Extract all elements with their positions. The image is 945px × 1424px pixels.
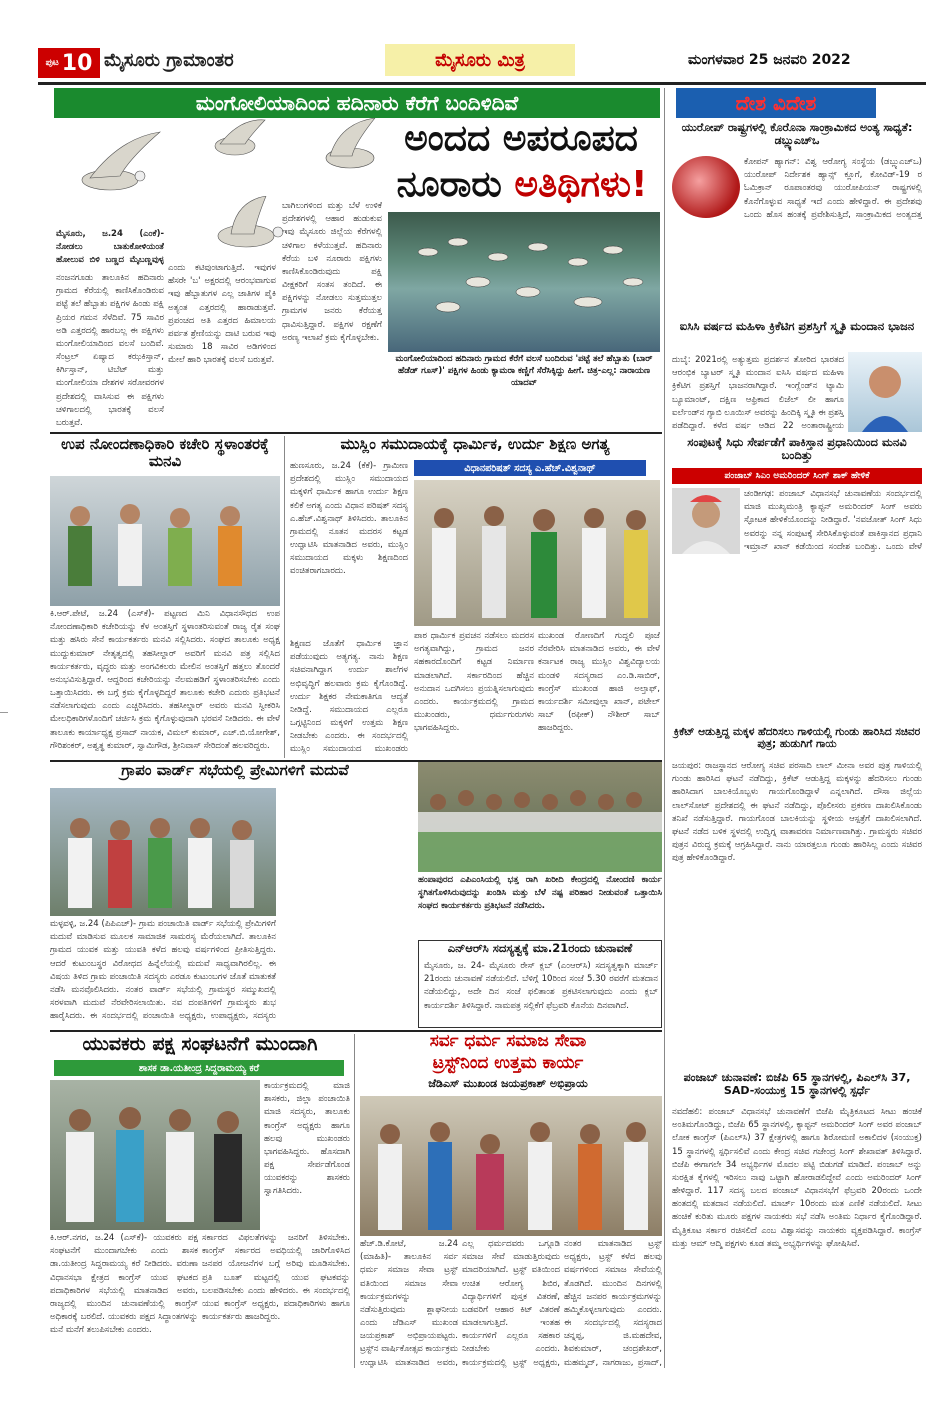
section-title: ಮೈಸೂರು ಗ್ರಾಮಾಂತರ [104, 50, 234, 71]
grampam-body: ಮಳ್ಳವಳ್ಳಿ, ಜ.24 (ಪಿಪಿಎಚ್)- ಗ್ರಾಮ ಪಂಚಾಯಿತಿ ವಾರ್ಡ್ ಸಭೆಯಲ್ಲಿ ಪ್ರೇಮಿಗಳಿಗೆ ಮದುವೆ ಮಾಡಿಸುವ ಮೂಲಕ ಸಾಮಾಜಿಕ ಸಾಮರಸ್ಯ ಮೆರೆಯಲಾಗಿದೆ. ತಾಲೂಕಿನ ಗ್ರಾಮದ ಯುವಕ ಮತ್ತು ಯುವತಿ ಕಳೆದ ಹಲವು ವರ್ಷಗಳಿಂದ ಪ್ರೀತಿಸುತ್ತಿದ್ದರು. ಆದರೆ ಕುಟುಂಬಸ್ಥರ ವಿರೋಧದ ಹಿನ್ನೆಲೆಯಲ್ಲಿ ಮದುವೆ ಸಾಧ್ಯವಾಗಿರಲಿಲ್ಲ. ಈ ವಿಷಯ ತಿಳಿದ ಗ್ರಾಮ ಪಂಚಾಯಿತಿ ಸದಸ್ಯರು ಎರಡೂ ಕುಟುಂಬಗಳ ಜೊತೆ ಮಾತುಕತೆ ನಡೆಸಿ ಮನವೊಲಿಸಿದರು. ನಂತರ ವಾರ್ಡ್ ಸಭೆಯಲ್ಲಿ ಗ್ರಾಮಸ್ಥರ ಸಮ್ಮುಖದಲ್ಲಿ ಸರಳವಾಗಿ ಮದುವೆ ನೆರವೇರಿಸಲಾಯಿತು. ನವ ದಂಪತಿಗಳಿಗೆ ಗ್ರಾಮಸ್ಥರು ಶುಭ ಹಾರೈಸಿದರು. ಈ ಸಂದರ್ಭದಲ್ಲಿ ಪಂಚಾಯಿತಿ ಅಧ್ಯಕ್ಷರು, ಉಪಾಧ್ಯಕ್ಷರು, ಸದಸ್ಯರು [50, 919, 276, 1022]
muslim-body-4: ಮುಖಂಡ ರೋಣದಿಗೆ ಗುದ್ದಲಿ ಪೂಜೆ ನೆರವೇರಿಸಿ ಮಾತನಾಡಿದ ಅವರು, ಈ ವೇಳೆ ಕರ್ನಾಟಕ ರಾಜ್ಯ ಮುಸ್ಲಿಂ ವಿಶ್ವವಿದ್ಯಾಲಯ ಮಂಡಳಿ ಸದಸ್ಯರಾದ ಎಂ.ಡಿ.ಸಾಬಿರ್, ಕಾಂಗ್ರೆಸ್ ಮುಖಂಡ ಹಾಜಿ ಅಲ್ತಾಫ್, ಕಾರ್ಯದರ್ಶಿ ಸಮೀವುಲ್ಲಾ ಖಾನ್, ಪಟೇಲ್ ಸಾಬ್ (ರಫೀಕ್) ನೌಶೀರ್ ಸಾಬ್ ಹಾಜರಿದ್ದರು. [538, 631, 660, 734]
desha-story2-headline: ಐಸಿಸಿ ವರ್ಷದ ಮಹಿಳಾ ಕ್ರಿಕೆಟಿಗ ಪ್ರಶಸ್ತಿಗೆ ಸ್ಮೃತಿ ಮಂದಾನ ಭಾಜನ [679, 319, 915, 333]
page-label: ಪುಟ [45, 58, 59, 68]
muslim-body-3: ಪಾಠ ಧಾರ್ಮಿಕ ಪ್ರವಚನ ನಡೆಸಲು ಮದರಸ ಅಗತ್ಯವಾಗಿದ್ದು, ಗ್ರಾಮದ ಜನರ ಸಹಕಾರದೊಂದಿಗೆ ಕಟ್ಟಡ ನಿರ್ಮಾಣ ಮಾಡಲಾಗಿದೆ. ಸರ್ಕಾರದಿಂದ ಹೆಚ್ಚಿನ ಅನುದಾನ ಒದಗಿಸಲು ಪ್ರಯತ್ನಿಸಲಾಗುವುದು ಎಂದರು. ಕಾರ್ಯಕ್ರಮದಲ್ಲಿ ಗ್ರಾಮದ ಮುಖಂಡರು, ಧರ್ಮಗುರುಗಳು ಭಾಗವಹಿಸಿದ್ದರು. [414, 631, 534, 734]
desha-story1-headline: ಯುರೋಪ್ ರಾಷ್ಟ್ರಗಳಲ್ಲಿ ಕೊರೊನಾ ಸಾಂಕ್ರಾಮಿಕದ ಅಂತ್ಯ ಸಾಧ್ಯತೆ: ಡಬ್ಲ್ಯುಎಚ್‌ಒ [681, 121, 913, 147]
desha-story5-body: ನವದೆಹಲಿ: ಪಂಜಾಬ್ ವಿಧಾನಸಭೆ ಚುನಾವಣೆಗೆ ಬಿಜೆಪಿ ಮೈತ್ರಿಕೂಟದ ಸೀಟು ಹಂಚಿಕೆ ಅಂತಿಮಗೊಂಡಿದ್ದು, ಬಿಜೆಪಿ 65 ಸ್ಥಾನಗಳಲ್ಲಿ, ಕ್ಯಾಪ್ಟನ್ ಅಮರಿಂದರ್ ಸಿಂಗ್ ಅವರ ಪಂಜಾಬ್ ಲೋಕ ಕಾಂಗ್ರೆಸ್ (ಪಿಎಲ್‌ಸಿ) 37 ಕ್ಷೇತ್ರಗಳಲ್ಲಿ ಹಾಗೂ ಶಿರೋಮಣಿ ಅಕಾಲಿದಳ (ಸಂಯುಕ್ತ) 15 ಸ್ಥಾನಗಳಲ್ಲಿ ಸ್ಪರ್ಧಿಸಲಿವೆ ಎಂದು ಕೇಂದ್ರ ಸಚಿವ ಗಜೇಂದ್ರ ಸಿಂಗ್ ಶೇಖಾವತ್ ತಿಳಿಸಿದ್ದಾರೆ. ಬಿಜೆಪಿ ಈಗಾಗಲೇ 34 ಅಭ್ಯರ್ಥಿಗಳ ಮೊದಲ ಪಟ್ಟಿ ಬಿಡುಗಡೆ ಮಾಡಿದೆ. ಪಂಜಾಬ್ ಅನ್ನು ಸುರಕ್ಷಿತ ಕೈಗಳಲ್ಲಿ ಇರಿಸಲು ನಾವು ಒಟ್ಟಾಗಿ ಹೋರಾಡಲಿದ್ದೇವೆ ಎಂದು ಅಮರಿಂದರ್ ಸಿಂಗ್ ಹೇಳಿದ್ದಾರೆ. 117 ಸದಸ್ಯ ಬಲದ ಪಂಜಾಬ್ ವಿಧಾನಸಭೆಗೆ ಫೆಬ್ರವರಿ 20ರಂದು ಒಂದೇ ಹಂತದಲ್ಲಿ ಮತದಾನ ನಡೆಯಲಿದೆ. ಮಾರ್ಚ್ 10ರಂದು ಮತ ಎಣಿಕೆ ನಡೆಯಲಿದೆ. ಸೀಟು ಹಂಚಿಕೆ ಕುರಿತು ಮೂರು ಪಕ್ಷಗಳ ನಾಯಕರು ಸಭೆ ನಡೆಸಿ ಅಂತಿಮ ನಿರ್ಧಾರ ಕೈಗೊಂಡಿದ್ದಾರೆ. ಮೈತ್ರಿಕೂಟ ಸರ್ಕಾರ ರಚಿಸಲಿದೆ ಎಂಬ ವಿಶ್ವಾಸವನ್ನು ನಾಯಕರು ವ್ಯಕ್ತಪಡಿಸಿದ್ದಾರೆ. ಕಾಂಗ್ರೆಸ್ ಮತ್ತು ಆಮ್ ಆದ್ಮಿ ಪಕ್ಷಗಳು ಕೂಡ ತಮ್ಮ ಅಭ್ಯರ್ಥಿಗಳನ್ನು ಘೋಷಿಸಿವೆ. [672, 1107, 922, 1249]
sarva-body-3: ನಂತರ ಮಾತನಾಡಿದ ಟ್ರಸ್ಟ್ ಅಧ್ಯಕ್ಷರು, ಟ್ರಸ್ಟ್ ಕಳೆದ ಹಲವು ವರ್ಷಗಳಿಂದ ಸಮಾಜ ಸೇವೆಯಲ್ಲಿ ತೊಡಗಿದೆ. ಮುಂದಿನ ದಿನಗಳಲ್ಲಿ ಹೆಚ್ಚಿನ ಜನಪರ ಕಾರ್ಯಕ್ರಮಗಳನ್ನು ಹಮ್ಮಿಕೊಳ್ಳಲಾಗುವುದು ಎಂದರು. ಈ ಸಂದರ್ಭದಲ್ಲಿ ಸದಸ್ಯರಾದ ಚನ್ನಪ್ಪ, ಜಿ.ಮಹದೇವ, ಶಿವಕುಮಾರ್, ಚಂದ್ರಶೇಖರ್, ಮಹಮ್ಮದ್, ನಾಗರಾಜು, ಪ್ರಸಾದ್, [564, 1239, 662, 1368]
grampam-headline: ಗ್ರಾಪಂ ವಾರ್ಡ್ ಸಭೆಯಲ್ಲಿ ಪ್ರೇಮಿಗಳಿಗೆ ಮದುವೆ [121, 761, 349, 779]
desha-story3-body-b [672, 554, 922, 722]
muslim-body-1: ಹುಣಸೂರು, ಜ.24 (ಕೆಕೆ)- ಗ್ರಾಮೀಣ ಪ್ರದೇಶದಲ್ಲಿ ಮುಸ್ಲಿಂ ಸಮುದಾಯದ ಮಕ್ಕಳಿಗೆ ಧಾರ್ಮಿಕ ಹಾಗೂ ಉರ್ದು ಶಿಕ್ಷಣ ಕಲಿಕೆ ಅಗತ್ಯ ಎಂದು ವಿಧಾನ ಪರಿಷತ್ ಸದಸ್ಯ ಎ.ಹೆಚ್.ವಿಶ್ವನಾಥ್ ತಿಳಿಸಿದರು. ತಾಲೂಕಿನ ಗ್ರಾಮದಲ್ಲಿ ನೂತನ ಮದರಸ ಕಟ್ಟಡ ಉದ್ಘಾಟಿಸಿ ಮಾತನಾಡಿದ ಅವರು, ಮುಸ್ಲಿಂ ಸಮುದಾಯದ ಮಕ್ಕಳು ಶಿಕ್ಷಣದಿಂದ ವಂಚಿತರಾಗಬಾರದು. [290, 461, 408, 577]
lead-body-3: ಬಾಗಿಲುಗಳಿಂದ ಮತ್ತು ಬೆಳೆ ಉಳಿಕೆ ಪ್ರದೇಶಗಳಲ್ಲಿ ಆಹಾರ ಹುಡುಕುವ ಇವು ಮೈಸೂರು ಜಿಲ್ಲೆಯ ಕೆರೆಗಳಲ್ಲಿ ಚಳಿಗಾಲ ಕಳೆಯುತ್ತವೆ. ಹದಿನಾರು ಕೆರೆಯ ಬಳಿ ನೂರಾರು ಪಕ್ಷಿಗಳು ಕಾಣಿಸಿಕೊಂಡಿರುವುದು ಪಕ್ಷಿ ವೀಕ್ಷಕರಿಗೆ ಸಂತಸ ತಂದಿದೆ. ಈ ಪಕ್ಷಿಗಳನ್ನು ನೋಡಲು ಸುತ್ತಮುತ್ತಲ ಗ್ರಾಮಗಳ ಜನರು ಕೆರೆಯತ್ತ ಧಾವಿಸುತ್ತಿದ್ದಾರೆ. ಪಕ್ಷಿಗಳ ರಕ್ಷಣೆಗೆ ಅರಣ್ಯ ಇಲಾಖೆ ಕ್ರಮ ಕೈಗೊಳ್ಳಬೇಕು. [282, 201, 382, 343]
desha-story3-body-a: ಚಂಡೀಗಢ: ಪಂಜಾಬ್ ವಿಧಾನಸಭೆ ಚುನಾವಣೆಯ ಸಂದರ್ಭದಲ್ಲಿ ಮಾಜಿ ಮುಖ್ಯಮಂತ್ರಿ ಕ್ಯಾಪ್ಟನ್ ಅಮರಿಂದರ್ ಸಿಂಗ್ ಅವರು ಸ್ಫೋಟಕ ಹೇಳಿಕೆಯೊಂದನ್ನು ನೀಡಿದ್ದಾರೆ. 'ನವಜೋತ್ ಸಿಂಗ್ ಸಿಧು ಅವರನ್ನು ನನ್ನ ಸಂಪುಟಕ್ಕೆ ಸೇರಿಸಿಕೊಳ್ಳುವಂತೆ ಪಾಕಿಸ್ತಾನದ ಪ್ರಧಾನಿ ಇಮ್ರಾನ್ ಖಾನ್ ಕಡೆಯಿಂದ ಸಂದೇಶ ಬಂದಿತ್ತು. ಒಂದು ವೇಳೆ [744, 489, 922, 552]
lead-banner: ಮಂಗೋಲಿಯಾದಿಂದ ಹದಿನಾರು ಕೆರೆಗೆ ಬಂದಿಳಿದಿವೆ [54, 88, 660, 118]
protest-photo [418, 762, 662, 872]
lead-headline-2 [380, 164, 664, 205]
lead-body-1: ನಂಜನಗೂಡು ತಾಲೂಕಿನ ಹದಿನಾರು ಗ್ರಾಮದ ಕೆರೆಯಲ್ಲಿ ಕಾಣಿಸಿಕೊಂಡಿರುವ ಪಟ್ಟೆ ತಲೆ ಹೆಬ್ಬಾತು ಪಕ್ಷಿಗಳ ಹಿಂಡು ಪಕ್ಷಿ ಪ್ರಿಯರ ಗಮನ ಸೆಳೆದಿವೆ. 75 ಸಾವಿರ ಅಡಿ ಎತ್ತರದಲ್ಲಿ ಹಾರಬಲ್ಲ ಈ ಪಕ್ಷಿಗಳು ಮಂಗೋಲಿಯಾದಿಂದ ವಲಸೆ ಬಂದಿವೆ. ಸೆಂಟ್ರಲ್ ಏಷ್ಯಾದ ಕಝಕಿಸ್ತಾನ್, ಕಿರ್ಗಿಸ್ತಾನ್, ಟಿಬೆಟ್ ಮತ್ತು ಮಂಗೋಲಿಯಾ ದೇಶಗಳ ಸರೋವರಗಳ ಪ್ರದೇಶದಲ್ಲಿ ವಾಸಿಸುವ ಈ ಪಕ್ಷಿಗಳು ಚಳಿಗಾಲದಲ್ಲಿ ಭಾರತಕ್ಕೆ ವಲಸೆ ಬರುತ್ತವೆ. [56, 273, 164, 428]
lead-bottom-rule [50, 432, 662, 434]
yuvakaru-headline: ಯುವಕರು ಪಕ್ಷ ಸಂಘಟನೆಗೆ ಮುಂದಾಗಿ [82, 1033, 318, 1055]
margin-mark [0, 712, 8, 713]
column-divider-mid [284, 436, 285, 758]
muslim-subhead: ವಿಧಾನಪರಿಷತ್ ಸದಸ್ಯ ಎ.ಹೆಚ್.ವಿಶ್ವನಾಥ್ [414, 460, 646, 476]
paper-masthead: ಮೈಸೂರು ಮಿತ್ರ [385, 44, 575, 76]
amarinder-photo [672, 488, 740, 554]
yuvakaru-body-3: ಕಾರ್ಯಕ್ರಮದಲ್ಲಿ ಮಾಜಿ ಶಾಸಕರು, ಜಿಲ್ಲಾ ಪಂಚಾಯಿತಿ ಮಾಜಿ ಸದಸ್ಯರು, ತಾಲೂಕು ಕಾಂಗ್ರೆಸ್ ಅಧ್ಯಕ್ಷರು ಹಾಗೂ ಹಲವು ಮುಖಂಡರು ಭಾಗವಹಿಸಿದ್ದರು. ಹೊಸದಾಗಿ ಪಕ್ಷ ಸೇರ್ಪಡೆಗೊಂಡ ಯುವಕರನ್ನು ಶಾಸಕರು ಸ್ವಾಗತಿಸಿದರು. [264, 1081, 350, 1197]
column-divider-lower [354, 1034, 355, 1368]
yuvakaru-body-1: ಕಿ.ಆರ್.ನಗರ, ಜ.24 (ಎಸ್‌ಕೆ)- ಯುವಕರು ಪಕ್ಷ ಸಂಘಟನೆಗೆ ಮುಂದಾಗಬೇಕು ಎಂದು ಶಾಸಕ ಡಾ.ಯತೀಂದ್ರ ಸಿದ್ದರಾಮಯ್ಯ ಕರೆ ನೀಡಿದರು. ವರುಣಾ ವಿಧಾನಸಭಾ ಕ್ಷೇತ್ರದ ಕಾಂಗ್ರೆಸ್ ಯುವ ಘಟಕದ ಪದಾಧಿಕಾರಿಗಳ ಸಭೆಯಲ್ಲಿ ಮಾತನಾಡಿದ ಅವರು, ರಾಜ್ಯದಲ್ಲಿ ಮುಂದಿನ ಚುನಾವಣೆಯಲ್ಲಿ ಕಾಂಗ್ರೆಸ್ ಅಧಿಕಾರಕ್ಕೆ ಬರಲಿದೆ. ಯುವಕರು ಪಕ್ಷದ ಸಿದ್ಧಾಂತಗಳನ್ನು ಮನೆ ಮನೆಗೆ ತಲುಪಿಸಬೇಕು ಎಂದರು. [50, 1233, 198, 1336]
lead-photo [388, 212, 660, 352]
column-divider-right [664, 88, 665, 1368]
nrc-body: ಮೈಸೂರು, ಜ. 24- ಮೈಸೂರು ರೇಸ್ ಕ್ಲಬ್ (ಎಂಆರ್‌ಸಿ) ಸದಸ್ಯತ್ವಕ್ಕಾಗಿ ಮಾರ್ಚ್ 21ರಂದು ಚುನಾವಣೆ ನಡೆಯಲಿದೆ. ಬೆಳಿಗ್ಗೆ 10ರಿಂದ ಸಂಜೆ 5.30 ರವರೆಗೆ ಮತದಾನ ನಡೆಯಲಿದ್ದು, ಅದೇ ದಿನ ಸಂಜೆ ಫಲಿತಾಂಶ ಪ್ರಕಟಿಸಲಾಗುವುದು ಎಂದು ಕ್ಲಬ್ ಕಾರ್ಯದರ್ಶಿ ತಿಳಿಸಿದ್ದಾರೆ. ನಾಮಪತ್ರ ಸಲ್ಲಿಕೆಗೆ ಫೆಬ್ರವರಿ ಕೊನೆಯ ದಿನವಾಗಿದೆ. [424, 961, 658, 1011]
lead-photo-caption: ಮಂಗೋಲಿಯಾದಿಂದ ಹದಿನಾರು ಗ್ರಾಮದ ಕೆರೆಗೆ ವಲಸೆ ಬಂದಿರುವ 'ಪಟ್ಟೆ ತಲೆ ಹೆಬ್ಬಾತು (ಬಾರ್ ಹೆಡೆಡ್ ಗೂಸ್)' ಪಕ್ಷಿಗಳ ಹಿಂಡು ಕ್ಯಾಮರಾ ಕಣ್ಣಿಗೆ ಸೆರೆಸಿಕ್ಕಿದ್ದು ಹೀಗೆ. ಚಿತ್ರ-ಎಲ್ಲ: ನಾರಾಯಣ ಯಾದವ್ [395, 354, 653, 388]
issue-date: ಮಂಗಳವಾರ 25 ಜನವರಿ 2022 [688, 52, 851, 68]
desha-story4-body: ಜಯಪುರ: ರಾಜಸ್ಥಾನದ ಆರೋಗ್ಯ ಸಚಿವ ಪರಸಾದಿ ಲಾಲ್ ಮೀನಾ ಅವರ ಪುತ್ರ ಗಾಳಿಯಲ್ಲಿ ಗುಂಡು ಹಾರಿಸಿದ ಘಟನೆ ನಡೆದಿದ್ದು, ಕ್ರಿಕೆಟ್ ಆಡುತ್ತಿದ್ದ ಮಕ್ಕಳನ್ನು ಹೆದರಿಸಲು ಗುಂಡು ಹಾರಿಸಿದಾಗ ಬಾಲಕಿಯೊಬ್ಬಳು ಗಾಯಗೊಂಡಿದ್ದಾಳೆ ಎನ್ನಲಾಗಿದೆ. ದೌಸಾ ಜಿಲ್ಲೆಯ ಲಾಲ್‌ಸೋಟ್ ಪ್ರದೇಶದಲ್ಲಿ ಈ ಘಟನೆ ನಡೆದಿದ್ದು, ಪೊಲೀಸರು ಪ್ರಕರಣ ದಾಖಲಿಸಿಕೊಂಡು ತನಿಖೆ ನಡೆಸುತ್ತಿದ್ದಾರೆ. ಗಾಯಗೊಂಡ ಬಾಲಕಿಯನ್ನು ಸ್ಥಳೀಯ ಆಸ್ಪತ್ರೆಗೆ ದಾಖಲಿಸಲಾಗಿದೆ. ಘಟನೆ ನಡೆದ ಬಳಿಕ ಸ್ಥಳದಲ್ಲಿ ಉದ್ವಿಗ್ನ ವಾತಾವರಣ ನಿರ್ಮಾಣವಾಗಿತ್ತು. ಗ್ರಾಮಸ್ಥರು ಸಚಿವರ ಪುತ್ರನ ವಿರುದ್ಧ ಕ್ರಮಕ್ಕೆ ಆಗ್ರಹಿಸಿದ್ದಾರೆ. ನಾನು ಯಾರತ್ತಲೂ ಗುಂಡು ಹಾರಿಸಿಲ್ಲ ಎಂದು ಸಚಿವರ ಪುತ್ರ ಹೇಳಿಕೊಂಡಿದ್ದಾರೆ. [672, 761, 922, 864]
yuvakaru-subhead: ಶಾಸಕ ಡಾ.ಯತೀಂದ್ರ ಸಿದ್ದರಾಮಯ್ಯ ಕರೆ [54, 1060, 344, 1076]
muslim-body-2: ಶಿಕ್ಷಣದ ಜೊತೆಗೆ ಧಾರ್ಮಿಕ ಜ್ಞಾನ ಪಡೆಯುವುದು ಅತ್ಯಗತ್ಯ. ನಾನು ಶಿಕ್ಷಣ ಸಚಿವನಾಗಿದ್ದಾಗ ಉರ್ದು ಶಾಲೆಗಳ ಅಭಿವೃದ್ಧಿಗೆ ಹಲವಾರು ಕ್ರಮ ಕೈಗೊಂಡಿದ್ದೆ. ಉರ್ದು ಶಿಕ್ಷಕರ ನೇಮಕಾತಿಗೂ ಆದ್ಯತೆ ನೀಡಿದ್ದೆ. ಸಮುದಾಯದ ಎಲ್ಲರೂ ಒಗ್ಗಟ್ಟಿನಿಂದ ಮಕ್ಕಳಿಗೆ ಉತ್ತಮ ಶಿಕ್ಷಣ ನೀಡಬೇಕು ಎಂದರು. ಈ ಸಂದರ್ಭದಲ್ಲಿ ಮುಸ್ಲಿಂ ಸಮುದಾಯದ ಮುಖಂಡರು [290, 639, 408, 755]
desha-story3-headline: ಸಂಪುಟಕ್ಕೆ ಸಿಧು ಸೇರ್ಪಡೆಗೆ ಪಾಕಿಸ್ತಾನ ಪ್ರಧಾನಿಯಿಂದ ಮನವಿ ಬಂದಿತ್ತು [687, 435, 907, 463]
sarva-subhead: ಜೆಡಿಎಸ್ ಮುಖಂಡ ಜಯಪ್ರಕಾಶ್ ಅಭಿಪ್ರಾಯ [428, 1077, 588, 1090]
desha-story4-headline: ಕ್ರಿಕೆಟ್ ಆಡುತ್ತಿದ್ದ ಮಕ್ಕಳ ಹೆದರಿಸಲು ಗಾಳಿಯಲ್ಲಿ ಗುಂಡು ಹಾರಿಸಿದ ಸಚಿವರ ಪುತ್ರ; ಹುಡುಗಿಗೆ ಗಾಯ [673, 726, 921, 751]
muslim-headline: ಮುಸ್ಲಿಂ ಸಮುದಾಯಕ್ಕೆ ಧಾರ್ಮಿಕ, ಉರ್ದು ಶಿಕ್ಷಣ ಅಗತ್ಯ [340, 435, 610, 453]
desha-story5-headline: ಪಂಜಾಬ್ ಚುನಾವಣೆ: ಬಿಜೆಪಿ 65 ಸ್ಥಾನಗಳಲ್ಲಿ, ಪಿಎಲ್‌ಸಿ 37, SAD-ಸಂಯುಕ್ತ 15 ಸ್ಥಾನಗಳಲ್ಲಿ ಸ್ಪರ್ಧೆ [683, 1071, 911, 1097]
coronavirus-image [672, 156, 740, 218]
grampam-body-b [280, 788, 410, 1024]
upa-photo [50, 476, 280, 606]
lead-body-tail [388, 394, 660, 430]
desha-story1-body-a: ಕೋಪನ್ ಹ್ಯಾಗನ್: ವಿಶ್ವ ಆರೋಗ್ಯ ಸಂಸ್ಥೆಯ (ಡಬ್ಲ್ಯುಎಚ್‌ಒ) ಯುರೋಪ್ ನಿರ್ದೇಶಕ ಹ್ಯಾನ್ಸ್ ಕ್ಲೂಗೆ, ಕೋವಿಡ್-19 ರ ಓಮಿಕ್ರಾನ್ ರೂಪಾಂತರವು ಯುರೋಪಿಯನ್ ರಾಷ್ಟ್ರಗಳಲ್ಲಿ ಕೊನೆಗೊಳ್ಳುವ ಸಾಧ್ಯತೆ ಇದೆ ಎಂದು ಹೇಳಿದ್ದಾರೆ. ಈ ಪ್ರದೇಶವು ಒಂದು ಹೊಸ ಹಂತಕ್ಕೆ ಪ್ರವೇಶಿಸುತ್ತಿದೆ, ಸಾಂಕ್ರಾಮಿಕದ ಅಂತ್ಯದತ್ತ [744, 157, 922, 220]
lead-body-2: ಎಂದು ಕಟಿವುಂಟಾಗುತ್ತಿದೆ. ಇವುಗಳ ಹೆಸರೇ 'ಬ' ಅಕ್ಷರದಲ್ಲಿ ಆರಂಭವಾಗುವ ಇವು ಹೆಬ್ಬಾತುಗಳ ಎಲ್ಲ ಜಾತಿಗಳ ಪೈಕಿ ಅತ್ಯಂತ ಎತ್ತರದಲ್ಲಿ ಹಾರಾಡುತ್ತವೆ. ಪ್ರಪಂಚದ ಅತಿ ಎತ್ತರದ ಹಿಮಾಲಯ ಪರ್ವತ ಶ್ರೇಣಿಯನ್ನು ದಾಟಿ ಬರುವ ಇವು ಸುಮಾರು 18 ಸಾವಿರ ಅಡಿಗಳಿಂದ ಮೇಲೆ ಹಾರಿ ಭಾರತಕ್ಕೆ ವಲಸೆ ಬರುತ್ತವೆ. [168, 263, 276, 366]
desha-videsha-label: ದೇಶ ವಿದೇಶ [676, 88, 876, 118]
muslim-photo [414, 480, 660, 626]
yuvakaru-photo [50, 1080, 260, 1230]
sarva-body-2: ಎಲ್ಲ ಧರ್ಮದವರು ಒಗ್ಗೂಡಿ ಸಮಾಜ ಸೇವೆ ಮಾಡುತ್ತಿರುವುದು ಮಾದರಿಯಾಗಿದೆ. ಟ್ರಸ್ಟ್ ವತಿಯಿಂದ ಉಚಿತ ಆರೋಗ್ಯ ಶಿಬಿರ, ವಿದ್ಯಾರ್ಥಿಗಳಿಗೆ ಪುಸ್ತಕ ವಿತರಣೆ, ಬಡವರಿಗೆ ಆಹಾರ ಕಿಟ್ ವಿತರಣೆ ಮಾಡಲಾಗುತ್ತಿದೆ. ಇಂತಹ ಕಾರ್ಯಗಳಿಗೆ ಎಲ್ಲರೂ ಸಹಕಾರ ನೀಡಬೇಕು ಎಂದರು. ಕಾರ್ಯಕ್ರಮದಲ್ಲಿ ಟ್ರಸ್ಟ್ ಅಧ್ಯಕ್ಷರು, [462, 1239, 560, 1368]
lead-headline-2b: ಅತಿಥಿಗಳು! [514, 164, 648, 205]
sarva-photo [360, 1096, 662, 1236]
grampam-photo [50, 788, 276, 916]
sarva-headline-1: ಸರ್ವ ಧರ್ಮ ಸಮಾಜ ಸೇವಾ [429, 1031, 587, 1051]
sarva-headline-2: ಟ್ರಸ್ಟ್‌ನಿಂದ ಉತ್ತಮ ಕಾರ್ಯ [432, 1053, 584, 1073]
lead-headline-1: ಅಂದದ ಅಪರೂಪದ [404, 118, 638, 159]
yuvakaru-body-2: ಸರ್ಕಾರದ ವಿಫಲತೆಗಳನ್ನು ಜನರಿಗೆ ತಿಳಿಸಬೇಕು. ಕಾಂಗ್ರೆಸ್ ಸರ್ಕಾರದ ಅವಧಿಯಲ್ಲಿ ಜಾರಿಗೊಳಿಸಿದ ಜನಪರ ಯೋಜನೆಗಳ ಬಗ್ಗೆ ಅರಿವು ಮೂಡಿಸಬೇಕು. ಪ್ರತಿ ಬೂತ್ ಮಟ್ಟದಲ್ಲಿ ಯುವ ಘಟಕವನ್ನು ಬಲಪಡಿಸಬೇಕು ಎಂದು ಹೇಳಿದರು. ಈ ಸಂದರ್ಭದಲ್ಲಿ ಯುವ ಕಾಂಗ್ರೆಸ್ ಅಧ್ಯಕ್ಷರು, ಪದಾಧಿಕಾರಿಗಳು ಹಾಗೂ ಕಾರ್ಯಕರ್ತರು ಹಾಜರಿದ್ದರು. [202, 1233, 350, 1323]
lead-intro: ಮೈಸೂರು, ಜ.24 (ಎಂಕೆ)- ನೋಡಲು ಬಾತುಕೋಳಿಯಂತೆ ಹೋಲುವ ಬಿಳಿ ಬಣ್ಣದ ಮೈಬಣ್ಣವುಳ್ಳ [56, 229, 164, 266]
sarva-body-1: ಹೆಚ್.ಡಿ.ಕೋಟೆ, ಜ.24 (ಮಾಹಿತಿ)- ತಾಲೂಕಿನ ಸರ್ವ ಧರ್ಮ ಸಮಾಜ ಸೇವಾ ಟ್ರಸ್ಟ್ ವತಿಯಿಂದ ಸಮಾಜ ಸೇವಾ ಕಾರ್ಯಕ್ರಮಗಳನ್ನು ನಡೆಸುತ್ತಿರುವುದು ಶ್ಲಾಘನೀಯ ಎಂದು ಜೆಡಿಎಸ್ ಮುಖಂಡ ಜಯಪ್ರಕಾಶ್ ಅಭಿಪ್ರಾಯಪಟ್ಟರು. ಟ್ರಸ್ಟ್‌ನ ವಾರ್ಷಿಕೋತ್ಸವ ಕಾರ್ಯಕ್ರಮ ಉದ್ಘಾಟಿಸಿ ಮಾತನಾಡಿದ ಅವರು, [360, 1239, 458, 1368]
smriti-photo [848, 352, 922, 432]
desha-story3-sub: ಪಂಜಾಬ್ ಸಿಎಂ ಅಮರಿಂದರ್ ಸಿಂಗ್ ಶಾಕ್ ಹೇಳಿಕೆ [672, 468, 922, 484]
lead-headline-2a: ನೂರಾರು [396, 164, 502, 205]
page-number: 10 [61, 50, 93, 76]
nrc-headline: ಎನ್‌ಆರ್‌ಸಿ ಸದಸ್ಯತ್ವಕ್ಕೆ ಮಾ.21ರಂದು ಚುನಾವಣೆ [447, 941, 633, 955]
upa-body: ಕಿ.ಆರ್.ಪೇಟೆ, ಜ.24 (ಎಸ್‌ಕೆ)- ಪಟ್ಟಣದ ಮಿನಿ ವಿಧಾನಸೌಧದ ಉಪ ನೋಂದಣಾಧಿಕಾರಿ ಕಚೇರಿಯನ್ನು ಕೆಳ ಅಂತಸ್ತಿಗೆ ಸ್ಥಳಾಂತರಿಸುವಂತೆ ರಾಜ್ಯ ರೈತ ಸಂಘ ಮತ್ತು ಹಸಿರು ಸೇನೆ ಕಾರ್ಯಕರ್ತರು ಮನವಿ ಸಲ್ಲಿಸಿದರು. ಸಂಘದ ತಾಲೂಕು ಅಧ್ಯಕ್ಷ ಮುದ್ದುಕುಮಾರ್ ನೇತೃತ್ವದಲ್ಲಿ ತಹಸೀಲ್ದಾರ್ ಅವರಿಗೆ ಮನವಿ ಪತ್ರ ಸಲ್ಲಿಸಿದ ಕಾರ್ಯಕರ್ತರು, ವೃದ್ಧರು ಮತ್ತು ಅಂಗವಿಕಲರು ಮೇಲಿನ ಅಂತಸ್ತಿಗೆ ಹತ್ತಲು ತೊಂದರೆ ಅನುಭವಿಸುತ್ತಿದ್ದಾರೆ. ಆದ್ದರಿಂದ ಕಚೇರಿಯನ್ನು ನೆಲಮಹಡಿಗೆ ಸ್ಥಳಾಂತರಿಸಬೇಕು ಎಂದು ಒತ್ತಾಯಿಸಿದರು. ಈ ಬಗ್ಗೆ ಕ್ರಮ ಕೈಗೊಳ್ಳದಿದ್ದರೆ ತಾಲೂಕು ಕಚೇರಿ ಎದುರು ಪ್ರತಿಭಟನೆ ನಡೆಸಲಾಗುವುದು ಎಂದು ಎಚ್ಚರಿಸಿದರು. ತಹಸೀಲ್ದಾರ್ ಅವರು ಮನವಿ ಸ್ವೀಕರಿಸಿ ಮೇಲಧಿಕಾರಿಗಳೊಂದಿಗೆ ಚರ್ಚಿಸಿ ಕ್ರಮ ಕೈಗೊಳ್ಳುವುದಾಗಿ ಭರವಸೆ ನೀಡಿದರು. ಈ ವೇಳೆ ತಾಲೂಕು ಕಾರ್ಯಾಧ್ಯಕ್ಷ ಪ್ರಸಾದ್ ನಾಯಕ, ವಿಮಲ್ ಕುಮಾರ್, ಎಚ್.ಬಿ.ಯೋಗೇಶ್, ಗೌರಿಶಂಕರ್, ಅಶ್ವತ್ಥ ಕುಮಾರ್, ಸ್ವಾಮಿಗೌಡ, ಶ್ರೀನಿವಾಸ್ ಸೇರಿದಂತೆ ಹಲವರಿದ್ದರು. [50, 609, 280, 751]
desha-story2-body: ದುಬೈ: 2021ರಲ್ಲಿ ಅತ್ಯುತ್ತಮ ಪ್ರದರ್ಶನ ತೋರಿದ ಭಾರತದ ಆರಂಭಿಕ ಬ್ಯಾಟರ್ ಸ್ಮೃತಿ ಮಂದಾನ ಐಸಿಸಿ ವರ್ಷದ ಮಹಿಳಾ ಕ್ರಿಕೆಟಿಗ ಪ್ರಶಸ್ತಿಗೆ ಭಾಜನರಾಗಿದ್ದಾರೆ. ಇಂಗ್ಲೆಂಡ್‌ನ ಟ್ಯಾಮಿ ಬ್ಯೂಮಾಂಟ್, ದಕ್ಷಿಣ ಆಫ್ರಿಕಾದ ಲಿಜೆಲ್ ಲೀ ಹಾಗೂ ಐರ್ಲೆಂಡ್‌ನ ಗ್ಯಾಬಿ ಲೂಯಿಸ್ ಅವರನ್ನು ಹಿಂದಿಕ್ಕಿ ಸ್ಮೃತಿ ಈ ಪ್ರಶಸ್ತಿ ಪಡೆದಿದ್ದಾರೆ. ಕಳೆದ ವರ್ಷ ಆಡಿದ 22 ಅಂತಾರಾಷ್ಟ್ರೀಯ [672, 355, 844, 431]
header-rule [38, 82, 926, 85]
protest-caption: ಹಂಪಾಪುರದ ಎಪಿಎಂಸಿಯಲ್ಲಿ ಭತ್ತ ರಾಗಿ ಖರೀದಿ ಕೇಂದ್ರದಲ್ಲಿ ನೋಂದಣಿ ಕಾರ್ಯ ಸ್ಥಗಿತಗೊಳಿಸಿರುವುದನ್ನು ಖಂಡಿಸಿ ಮತ್ತು ಬೆಳೆ ನಷ್ಟ ಪರಿಹಾರ ನೀಡುವಂತೆ ಒತ್ತಾಯಿಸಿ ಸಂಘದ ಕಾರ್ಯಕರ್ತರು ಪ್ರತಿಭಟನೆ ನಡೆಸಿದರು. [418, 875, 662, 912]
desha-story1-body-b [672, 222, 922, 314]
page-number-badge [38, 48, 100, 78]
upa-headline: ಉಪ ನೋಂದಣಾಧಿಕಾರಿ ಕಚೇರಿ ಸ್ಥಳಾಂತರಕ್ಕೆ ಮನವಿ [61, 435, 269, 471]
